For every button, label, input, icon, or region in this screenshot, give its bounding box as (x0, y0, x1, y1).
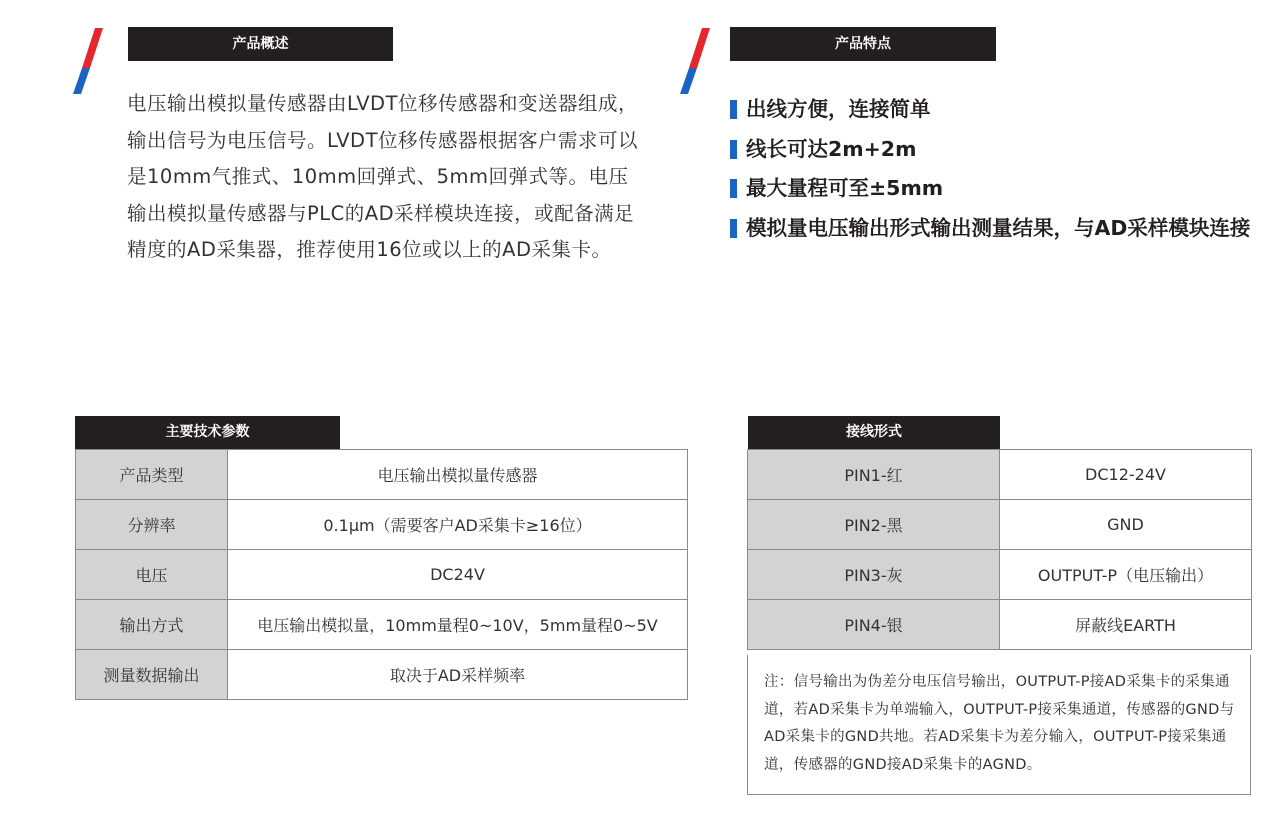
pin-value: OUTPUT-P（电压输出） (1000, 550, 1252, 600)
features-list (728, 90, 1258, 248)
bullet-bar (730, 219, 737, 238)
table-row (748, 550, 1252, 600)
blue-stripe (73, 68, 90, 94)
red-stripe (689, 28, 710, 68)
features-header-label: 产品特点 (835, 36, 891, 52)
wiring-table (747, 449, 1252, 650)
overview-header-label: 产品概述 (232, 36, 289, 52)
table-row (748, 500, 1252, 550)
pin-label: PIN1-红 (748, 450, 1000, 500)
feature-text: 出线方便，连接简单 (746, 97, 931, 121)
blue-stripe (680, 68, 697, 94)
spec-value: DC24V (228, 550, 688, 600)
spec-value: 0.1μm（需要客户AD采集卡≥16位） (228, 500, 688, 550)
specs-header (75, 416, 340, 449)
feature-text: 最大量程可至±5mm (746, 176, 944, 200)
pin-label: PIN3-灰 (748, 550, 1000, 600)
spec-label: 产品类型 (76, 450, 228, 500)
red-blue-stripe-decoration (680, 28, 710, 94)
table-row (76, 450, 688, 500)
spec-label: 输出方式 (76, 600, 228, 650)
pin-label: PIN4-银 (748, 600, 1000, 650)
red-stripe (82, 28, 103, 68)
feature-text: 模拟量电压输出形式输出测量结果，与AD采样模块连接 (746, 215, 1251, 240)
feature-item (728, 209, 1258, 249)
specs-header-label: 主要技术参数 (165, 424, 250, 440)
table-row (76, 500, 688, 550)
table-row (76, 550, 688, 600)
table-row (76, 650, 688, 700)
pin-label: PIN2-黑 (748, 500, 1000, 550)
pin-value: GND (1000, 500, 1252, 550)
pin-value: DC12-24V (1000, 450, 1252, 500)
feature-item (728, 90, 1258, 130)
spec-label: 测量数据输出 (76, 650, 228, 700)
spec-value: 取决于AD采样频率 (228, 650, 688, 700)
table-row (748, 450, 1252, 500)
pin-value: 屏蔽线EARTH (1000, 600, 1252, 650)
overview-header (128, 27, 393, 61)
red-blue-stripe-decoration (73, 28, 103, 94)
wiring-header-label: 接线形式 (846, 424, 902, 440)
overview-description: 电压输出模拟量传感器由LVDT位移传感器和变送器组成，输出信号为电压信号。LVDT位移传感器根据客户需求可以是10mm气推式、10mm回弹式、5mm回弹式等。电压输出模拟量传感器与PLC的AD采样模块连接，或配备满足精度的AD采集器，推荐使用16位或以上的AD采集卡。 (127, 92, 638, 261)
spec-value: 电压输出模拟量传感器 (228, 450, 688, 500)
spec-label: 电压 (76, 550, 228, 600)
spec-value: 电压输出模拟量，10mm量程0~10V，5mm量程0~5V (228, 600, 688, 650)
wiring-header (748, 416, 1000, 449)
bullet-bar (730, 179, 737, 198)
feature-text: 线长可达2m+2m (746, 136, 917, 161)
bullet-bar (730, 100, 737, 119)
features-header (730, 27, 996, 61)
specs-table (75, 449, 688, 700)
table-row (748, 600, 1252, 650)
table-row (76, 600, 688, 650)
spec-label: 分辨率 (76, 500, 228, 550)
feature-item (728, 169, 1258, 209)
wiring-note: 注：信号输出为伪差分电压信号输出，OUTPUT-P接AD采集卡的采集通道，若AD采集卡为单端输入，OUTPUT-P接采集通道，传感器的GND与AD采集卡的GND共地。若AD采集卡为差分输入，OUTPUT-P接采集通道，传感器的GND接AD采集卡的AGND。 (747, 655, 1251, 795)
feature-item (728, 130, 1258, 170)
bullet-bar (730, 140, 737, 159)
